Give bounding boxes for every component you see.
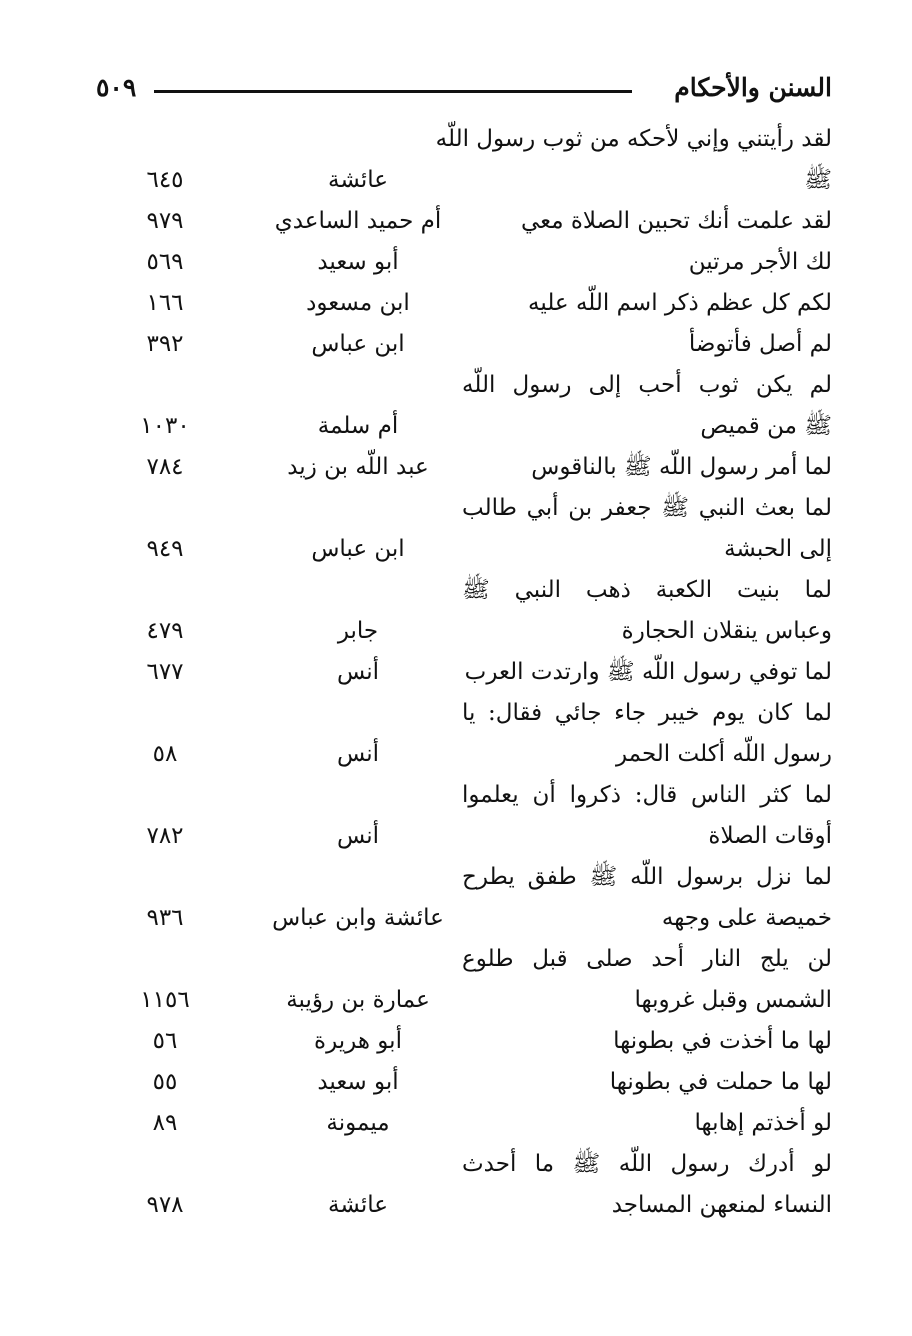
hadith-text	[462, 898, 832, 939]
salutation-seal-icon: ﷺ	[462, 577, 490, 603]
narrator: عمارة بن رؤيبة	[286, 987, 430, 1013]
hadith-text	[462, 611, 832, 652]
narrator: أنس	[336, 823, 380, 849]
hadith-number: ٧٨٢	[146, 823, 184, 849]
narrator: عائشة وابن عباس	[272, 905, 444, 931]
hadith-text	[462, 1021, 832, 1062]
index-row	[0, 1021, 912, 1062]
narrator: ابن مسعود	[306, 290, 410, 316]
narrator: ابن عباس	[311, 331, 405, 357]
hadith-text	[462, 1185, 832, 1226]
index-row	[0, 611, 912, 652]
narrator: أم حميد الساعدي	[274, 208, 442, 234]
narrator: عبد اللّه بن زيد	[287, 454, 429, 480]
hadith-number: ٨٩	[152, 1110, 178, 1136]
salutation-seal-icon: ﷺ	[589, 864, 618, 890]
narrator: جابر	[337, 618, 379, 644]
hadith-text-end: وارتدت العرب	[464, 659, 607, 685]
hadith-text-start: لها ما حملت في بطونها	[609, 1069, 832, 1095]
index-row	[0, 324, 912, 365]
hadith-text-start: رسول اللّه أكلت الحمر	[615, 741, 832, 767]
index-row	[0, 1062, 912, 1103]
narrator: عائشة	[328, 167, 388, 193]
index-row	[0, 898, 912, 939]
index-row	[0, 939, 912, 980]
hadith-text	[462, 447, 832, 488]
index-row	[0, 1185, 912, 1226]
hadith-text	[462, 242, 832, 283]
hadith-text-start: لما أمر رسول اللّه	[651, 454, 832, 480]
index-row	[0, 980, 912, 1021]
hadith-text-start: لما نزل برسول اللّه	[617, 864, 832, 890]
hadith-number: ٩٣٦	[146, 905, 184, 931]
hadith-text-start: لك الأجر مرتين	[688, 249, 832, 275]
hadith-text	[462, 775, 832, 816]
hadith-text-start: لما كثر الناس قال: ذكروا أن يعلموا	[462, 782, 832, 808]
hadith-text-start: لكم كل عظم ذكر اسم اللّه عليه	[528, 290, 832, 316]
index-row	[0, 570, 912, 611]
hadith-text-end: من قميص	[700, 413, 805, 439]
index-row	[0, 242, 912, 283]
page-number: ٥٠٩	[96, 73, 137, 102]
hadith-number: ٦٤٥	[146, 167, 184, 193]
hadith-text	[462, 980, 832, 1021]
hadith-text-start: لقد رأيتني وإني لأحكه من ثوب رسول اللّه	[435, 126, 832, 152]
hadith-text	[462, 324, 832, 365]
header-rule	[154, 90, 632, 93]
index-row	[0, 734, 912, 775]
index-row	[0, 529, 912, 570]
narrator: ابن عباس	[311, 536, 405, 562]
hadith-text	[462, 365, 832, 406]
salutation-seal-icon: ﷺ	[623, 454, 652, 480]
index-row	[0, 816, 912, 857]
salutation-seal-icon: ﷺ	[661, 495, 690, 521]
hadith-text-start: لها ما أخذت في بطونها	[613, 1028, 832, 1054]
hadith-text	[435, 119, 832, 160]
hadith-index-list	[0, 119, 912, 1226]
hadith-number: ٥٦	[152, 1028, 178, 1054]
hadith-text-start: لو أخذتم إهابها	[694, 1110, 832, 1136]
hadith-number: ١١٥٦	[140, 987, 190, 1013]
salutation-seal-icon: ﷺ	[804, 167, 832, 193]
hadith-text	[462, 693, 832, 734]
narrator: أبو هريرة	[314, 1028, 402, 1054]
index-row	[0, 406, 912, 447]
hadith-text-start: وعباس ينقلان الحجارة	[621, 618, 832, 644]
hadith-number: ١٠٣٠	[140, 413, 190, 439]
salutation-seal-icon: ﷺ	[606, 659, 635, 685]
hadith-text-start: لم يكن ثوب أحب إلى رسول اللّه	[462, 372, 832, 398]
index-row	[0, 1103, 912, 1144]
hadith-number: ٦٧٧	[146, 659, 184, 685]
hadith-text-start: لن يلج النار أحد صلى قبل طلوع	[462, 946, 832, 972]
hadith-text	[462, 160, 832, 201]
index-row	[0, 447, 912, 488]
index-row	[0, 1144, 912, 1185]
hadith-text	[462, 1062, 832, 1103]
hadith-text-start: لما بنيت الكعبة ذهب النبي	[489, 577, 832, 603]
hadith-number: ٥٨	[152, 741, 178, 767]
hadith-text	[462, 201, 832, 242]
hadith-text-start: خميصة على وجهه	[661, 905, 832, 931]
hadith-text-start: النساء لمنعهن المساجد	[611, 1192, 832, 1218]
index-row	[0, 857, 912, 898]
hadith-number: ٤٧٩	[146, 618, 184, 644]
hadith-text-end: ما أحدث	[462, 1151, 573, 1177]
hadith-text	[462, 283, 832, 324]
index-row	[0, 652, 912, 693]
hadith-number: ١٦٦	[146, 290, 184, 316]
salutation-seal-icon: ﷺ	[804, 413, 832, 439]
hadith-number: ٩٧٨	[146, 1192, 184, 1218]
narrator: عائشة	[328, 1192, 388, 1218]
hadith-text-start: لما توفي رسول اللّه	[634, 659, 832, 685]
hadith-text-end: بالناقوس	[531, 454, 624, 480]
hadith-text-start: إلى الحبشة	[724, 536, 832, 562]
salutation-seal-icon: ﷺ	[572, 1151, 601, 1177]
hadith-text-end: جعفر بن أبي طالب	[462, 495, 662, 521]
index-row	[0, 775, 912, 816]
hadith-number: ٩٧٩	[146, 208, 184, 234]
hadith-text	[462, 529, 832, 570]
hadith-text-start: لقد علمت أنك تحبين الصلاة معي	[520, 208, 832, 234]
hadith-number: ٥٦٩	[146, 249, 184, 275]
index-row	[0, 160, 912, 201]
header-title: السنن والأحكام	[674, 73, 832, 102]
hadith-text	[462, 1103, 832, 1144]
narrator: ميمونة	[326, 1110, 390, 1136]
hadith-text	[462, 857, 832, 898]
hadith-text-start: أوقات الصلاة	[708, 823, 832, 849]
index-row	[0, 693, 912, 734]
hadith-number: ٧٨٤	[146, 454, 184, 480]
running-header	[96, 68, 832, 112]
hadith-text-start: لما بعث النبي	[689, 495, 832, 521]
narrator: أبو سعيد	[317, 1069, 399, 1095]
hadith-number: ٥٥	[152, 1069, 178, 1095]
hadith-text	[462, 652, 832, 693]
hadith-text-end: طفق يطرح	[462, 864, 590, 890]
hadith-text	[462, 734, 832, 775]
narrator: أنس	[336, 741, 380, 767]
index-row	[0, 365, 912, 406]
hadith-text	[462, 406, 832, 447]
narrator: أم سلمة	[317, 413, 399, 439]
hadith-text-start: لما كان يوم خيبر جاء جائي فقال: يا	[462, 700, 832, 726]
narrator: أبو سعيد	[317, 249, 399, 275]
hadith-text	[462, 939, 832, 980]
index-row	[0, 119, 912, 160]
index-row	[0, 201, 912, 242]
hadith-text	[462, 1144, 832, 1185]
hadith-text-start: لو أدرك رسول اللّه	[600, 1151, 832, 1177]
hadith-text-start: لم أصل فأتوضأ	[688, 331, 832, 357]
narrator: أنس	[336, 659, 380, 685]
hadith-number: ٣٩٢	[146, 331, 184, 357]
hadith-text	[462, 570, 832, 611]
hadith-text	[462, 488, 832, 529]
hadith-text	[462, 816, 832, 857]
hadith-text-start: الشمس وقبل غروبها	[634, 987, 832, 1013]
index-row	[0, 488, 912, 529]
hadith-number: ٩٤٩	[146, 536, 184, 562]
index-row	[0, 283, 912, 324]
